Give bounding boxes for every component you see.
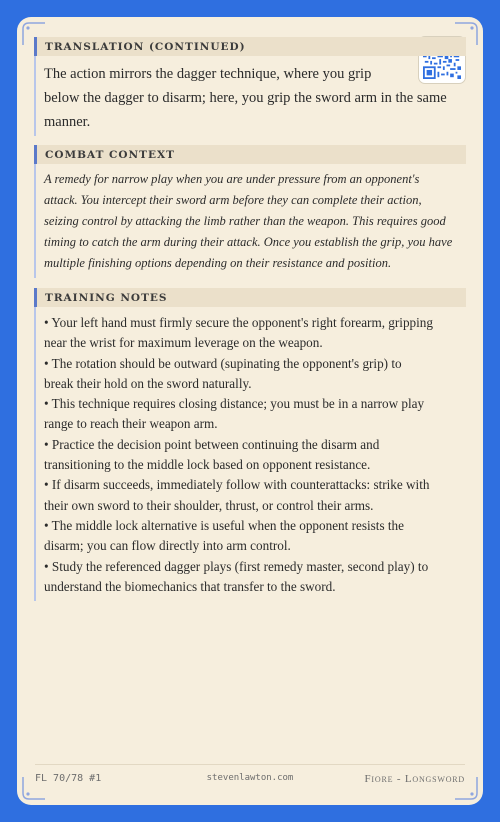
- combat-section: [34, 145, 466, 278]
- list-item: range to reach their weapon arm.: [44, 416, 218, 432]
- list-item: transitioning to the middle lock based on opponent resistance.: [44, 457, 371, 473]
- website-link[interactable]: stevenlawton.com: [206, 773, 294, 783]
- series-label: Fiore - Longsword: [364, 773, 465, 785]
- text-line: below the dagger to disarm; here, you grip the sword arm in the same: [44, 90, 447, 106]
- list-item: disarm; you can flow directly into arm control.: [44, 538, 291, 554]
- footer-divider: [35, 764, 465, 765]
- text-line: manner.: [44, 114, 91, 130]
- list-item: • The middle lock alternative is useful when the opponent resists the: [44, 517, 404, 533]
- list-item: break their hold on the sword naturally.: [44, 375, 252, 391]
- footer: [17, 773, 483, 787]
- list-item: • Your left hand must firmly secure the opponent's right forearm, gripping: [44, 315, 433, 330]
- list-item: • Study the referenced dagger plays (first remedy master, second play) to: [44, 558, 429, 574]
- card-id: FL 70/78 #1: [35, 773, 102, 784]
- text-line: The action mirrors the dagger technique, where you grip: [44, 66, 372, 82]
- combat-text: [34, 164, 466, 278]
- notes-section: [34, 288, 466, 601]
- list-item: near the wrist for maximum leverage on the weapon.: [44, 335, 323, 351]
- card: [17, 17, 483, 805]
- section-header: COMBAT CONTEXT: [34, 145, 466, 164]
- list-item: • If disarm succeeds, immediately follow with counterattacks: strike with: [44, 477, 430, 493]
- section-header: TRANSLATION (CONTINUED): [34, 37, 466, 56]
- notes-list: [34, 307, 466, 601]
- text-line: timing to catch the arm during their attack. Once you establish the grip, you have: [44, 235, 453, 249]
- text-line: A remedy for narrow play when you are under pressure from an opponent's: [44, 172, 420, 186]
- list-item: • This technique requires closing distance; you must be in a narrow play: [44, 396, 425, 412]
- text-line: multiple finishing options depending on their resistance and position.: [44, 256, 392, 270]
- text-line: seizing control by attacking the limb rather than the weapon. This requires good: [44, 214, 446, 228]
- list-item: • The rotation should be outward (supinating the opponent's grip) to: [44, 355, 402, 371]
- translation-section: [34, 37, 466, 136]
- list-item: • Practice the decision point between continuing the disarm and: [44, 436, 380, 452]
- list-item: their own sword to their shoulder, thrust, or control their arms.: [44, 497, 374, 513]
- section-header: TRAINING NOTES: [34, 288, 466, 307]
- text-line: attack. You intercept their sword arm before they can complete their action,: [44, 193, 422, 207]
- list-item: understand the biomechanics that transfer to the sword.: [44, 578, 336, 594]
- translation-text: [34, 56, 466, 136]
